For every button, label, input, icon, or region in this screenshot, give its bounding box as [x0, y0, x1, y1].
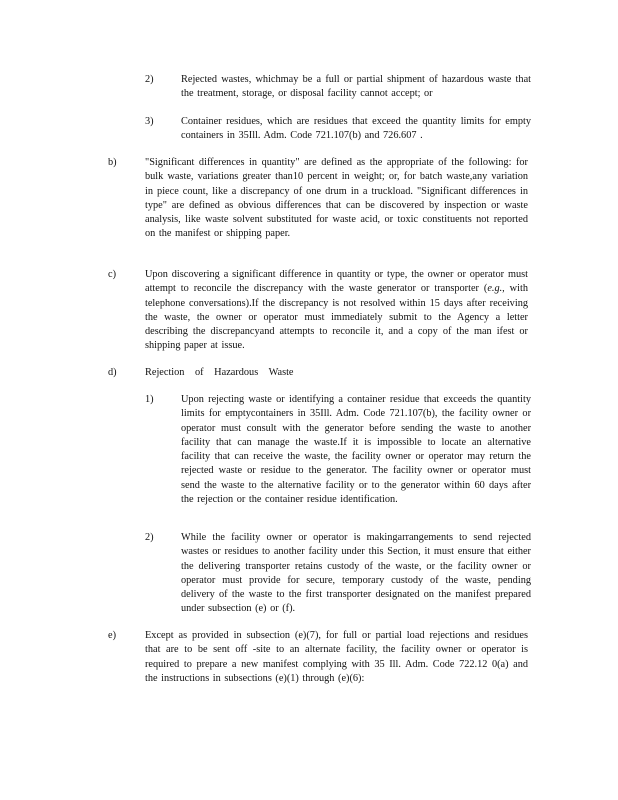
paragraph-rejected-wastes: Rejected wastes, whichmay be a full or partial shipment of hazardous waste that the treatment, storage, or disposal facility cannot accept; or	[181, 74, 531, 100]
paragraph-custody-of-waste: While the facility owner or operator is makingarrangements to send rejected wastes or residues to another facility under this Section, it must ensure that either the delivering transporter retains custody of the waste, or the facility owner or operator must provide for secure, temporary custody of the waste, pending delivery of the waste to the first transporter designated on the manifest prepared under subsection (e) or (f).	[181, 532, 531, 615]
paragraph-container-residues: Container residues, which are residues that exceed the quantity limits for empty containers in 35Ill. Adm. Code 721.107(b) and 726.607 .	[181, 116, 531, 142]
item-label-3: 3)	[145, 116, 154, 127]
item-label-b: b)	[108, 157, 117, 168]
paragraph-significant-differences: "Significant differences in quantity" are defined as the appropriate of the following: for bulk waste, variations greater than10 percent in weight; or, for batch waste,any variation in piece count, like a discrepancy of one drum in a truckload. "Significant differences in type" are defined as obvious differences that can be discovered by inspection or waste analysis, like waste solvent substituted for waste acid, or toxic constituents not reported on the manifest or shipping paper.	[145, 157, 528, 240]
item-label-e: e)	[108, 630, 116, 641]
item-label-d1: 1)	[145, 394, 154, 405]
paragraph-discrepancy-reconcile	[145, 268, 528, 354]
section-heading-rejection: Rejection of Hazardous Waste	[145, 367, 294, 378]
item-label-d: d)	[108, 367, 117, 378]
text-segment: with telephone conversations).If the discrepancy is not resolved within 15 days after receiving the waste, the owner or operator must immediately submit to the Agency a letter describing the discrepancyand attempts to reconcile it, and a copy of the man ifest or shipping paper at issue.	[145, 283, 528, 352]
paragraph-upon-rejecting: Upon rejecting waste or identifying a container residue that exceeds the quantity limits for emptycontainers in 35Ill. Adm. Code 721.107(b), the facility owner or operator must consult with the generator before sending the waste to another facility that can manage the waste.If it is impossible to locate an alternative facility that can receive the waste, the facility owner or operator may return the rejected waste or residue to the generator. The facility owner or operator must send the waste to the alternative facility or to the generator within 60 days after the rejection or the container residue identification.	[181, 394, 531, 506]
paragraph-new-manifest: Except as provided in subsection (e)(7), for full or partial load rejections and residues that are to be sent off -site to an alternate facility, the facility owner or operator is required to prepare a new manifest complying with 35 Ill. Adm. Code 722.12 0(a) and the instructions in subsections (e)(1) through (e)(6):	[145, 630, 528, 684]
text-segment: Upon discovering a significant difference in quantity or type, the owner or operator must attempt to reconcile the discrepancy with the waste generator or transporter (	[145, 269, 528, 295]
item-label-c: c)	[108, 269, 116, 280]
item-label-d2: 2)	[145, 532, 154, 543]
item-label-2: 2)	[145, 74, 154, 85]
text-segment-italic: e.g.,	[487, 283, 505, 295]
